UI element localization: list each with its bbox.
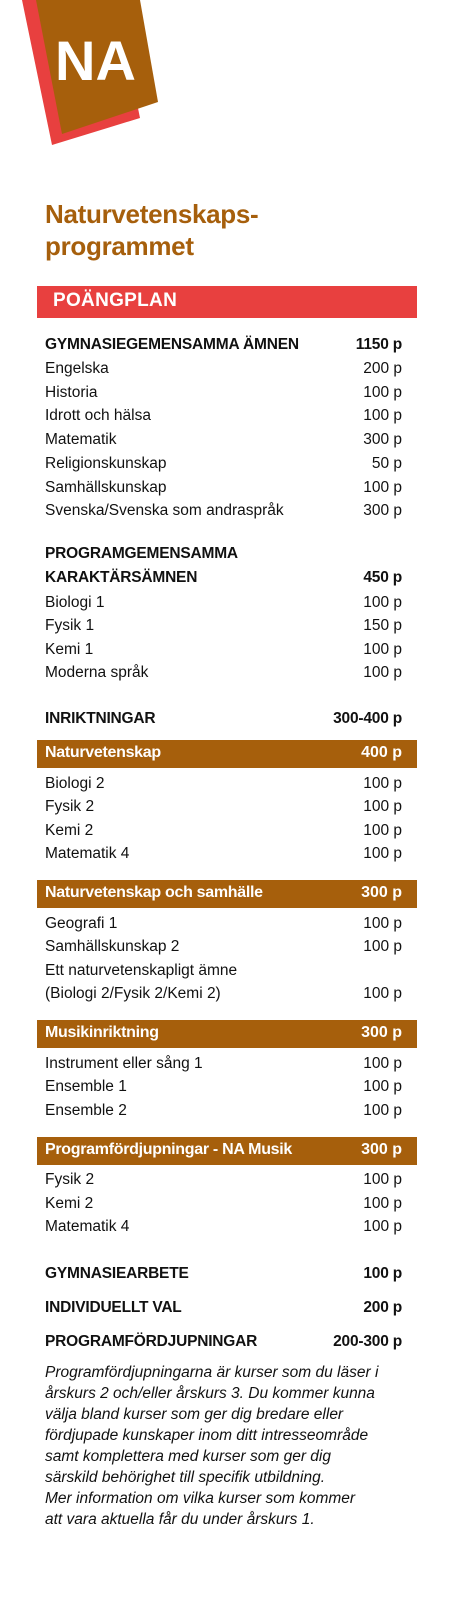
section-header-inriktningar: INRIKTNINGAR 300-400 p [45, 710, 402, 727]
section-header-individuellt-val: INDIVIDUELLT VAL 200 p [45, 1299, 402, 1316]
course-row: Kemi 2 100 p [45, 822, 402, 839]
course-row: Moderna språk 100 p [45, 664, 402, 681]
course-row: Geografi 1 100 p [45, 915, 402, 932]
poangplan-banner [37, 286, 417, 318]
course-row: Ett naturvetenskapligt ämne [45, 962, 238, 979]
course-row: Engelska 200 p [45, 360, 402, 377]
course-row: Kemi 2 100 p [45, 1195, 402, 1212]
course-row: Svenska/Svenska som andraspråk 300 p [45, 502, 402, 519]
course-row: Fysik 2 100 p [45, 798, 402, 815]
section-header-gymnasiearbete: GYMNASIEARBETE 100 p [45, 1265, 402, 1282]
na-logo [0, 0, 180, 180]
course-row: Fysik 1 150 p [45, 617, 402, 634]
section-header-programgemensamma-line2: KARAKTÄRSÄMNEN 450 p [45, 569, 402, 586]
bar-musikinriktning: Musikinriktning 300 p [37, 1020, 417, 1048]
course-row: Ensemble 1 100 p [45, 1078, 402, 1095]
course-row: Fysik 2 100 p [45, 1171, 402, 1188]
course-row: Matematik 300 p [45, 431, 402, 448]
course-row: Matematik 4 100 p [45, 845, 402, 862]
bar-naturvetenskap-och-samhalle: Naturvetenskap och samhälle 300 p [37, 880, 417, 908]
banner-label: POÄNGPLAN [53, 290, 178, 311]
bar-naturvetenskap: Naturvetenskap 400 p [37, 740, 417, 768]
course-row: Biologi 1 100 p [45, 594, 402, 611]
programfordjupningar-note: Programfördjupningarna är kurser som du läser i årskurs 2 och/eller årskurs 3. Du kommer kunna välja bland kurser som ger dig bredare eller fördjupade kunskaper inom ditt intresseområde samt komplettera med kurser som ger dig särskild behörighet till specifik utbildning. Mer information om vilka kurser som kommer att vara aktuella får du under årskurs 1. [45, 1364, 379, 1528]
banner-rule [37, 316, 417, 318]
course-row: Instrument eller sång 1 100 p [45, 1055, 402, 1072]
course-row: Ensemble 2 100 p [45, 1102, 402, 1119]
section-header-gymnasiegemensamma: GYMNASIEGEMENSAMMA ÄMNEN 1150 p [45, 336, 402, 353]
course-row: Historia 100 p [45, 384, 402, 401]
course-row: Idrott och hälsa 100 p [45, 407, 402, 424]
program-title [45, 198, 258, 262]
program-title-line1: Naturvetenskaps- [45, 199, 259, 229]
logo-text: NA [55, 29, 136, 92]
course-row: Kemi 1 100 p [45, 641, 402, 658]
section-header-programfordjupningar: PROGRAMFÖRDJUPNINGAR 200-300 p [45, 1333, 402, 1350]
course-row: (Biologi 2/Fysik 2/Kemi 2) 100 p [45, 985, 402, 1002]
course-row: Religionskunskap 50 p [45, 455, 402, 472]
course-row: Biologi 2 100 p [45, 775, 402, 792]
bar-na-musik: Programfördjupningar - NA Musik 300 p [37, 1137, 417, 1165]
course-row: Samhällskunskap 100 p [45, 479, 402, 496]
course-row: Samhällskunskap 2 100 p [45, 938, 402, 955]
course-row: Matematik 4 100 p [45, 1218, 402, 1235]
section-header-programgemensamma-line1: PROGRAMGEMENSAMMA [45, 545, 238, 562]
program-title-line2: programmet [45, 231, 194, 261]
